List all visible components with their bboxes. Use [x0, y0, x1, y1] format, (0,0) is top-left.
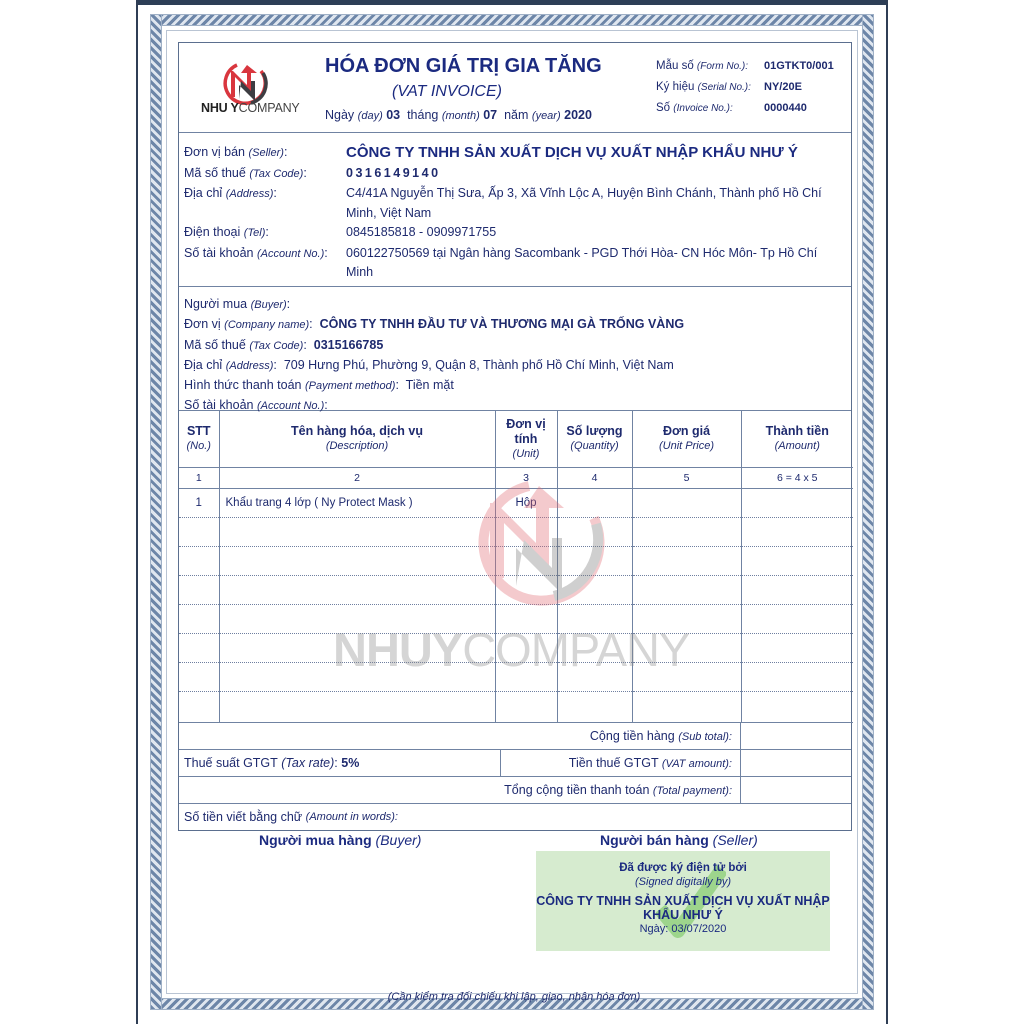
cell-description	[219, 663, 495, 692]
cell-amount	[741, 489, 853, 518]
cell-no	[179, 663, 219, 692]
cell-unit-price	[632, 547, 741, 576]
cell-unit-price	[632, 489, 741, 518]
buyer-section	[179, 287, 851, 411]
cell-description	[219, 547, 495, 576]
cell-quantity	[557, 634, 632, 663]
cell-amount	[741, 518, 853, 547]
cell-unit-price	[632, 663, 741, 692]
index-cell: 5	[632, 468, 741, 489]
decorative-border-top	[150, 14, 874, 26]
decorative-border-right	[862, 14, 874, 1010]
cell-no	[179, 605, 219, 634]
index-cell: 2	[219, 468, 495, 489]
invoice-meta	[656, 56, 834, 119]
items-table	[179, 411, 853, 723]
cell-unit	[495, 663, 557, 692]
index-cell: 6 = 4 x 5	[741, 468, 853, 489]
cell-amount	[741, 576, 853, 605]
buyer-account: Số tài khoản (Account No.):	[184, 398, 328, 413]
cell-no	[179, 518, 219, 547]
table-row	[179, 489, 853, 518]
col-header-amount: Thành tiền (Amount)	[741, 411, 853, 468]
buyer-address: Địa chỉ (Address): 709 Hưng Phú, Phường 9, Quận 8, Thành phố Hồ Chí Minh, Việt Nam	[184, 357, 674, 372]
invoice-title: HÓA ĐƠN GIÁ TRỊ GIA TĂNG	[325, 55, 602, 77]
cell-unit-price	[632, 692, 741, 723]
stamp-signed-label: Đã được ký điện tử bởi	[619, 862, 747, 874]
col-header-unit-price: Đơn giá (Unit Price)	[632, 411, 741, 468]
vat-value	[740, 750, 851, 776]
invoice-page	[136, 0, 888, 1024]
cell-quantity	[557, 605, 632, 634]
cell-amount	[741, 663, 853, 692]
serial-no: Ký hiệu (Serial No.): NY/20E	[656, 81, 802, 93]
vat-row: Thuế suất GTGT (Tax rate) : 5% Tiền thuế GTGT (VAT amount):	[179, 750, 851, 777]
cell-no	[179, 576, 219, 605]
cell-unit	[495, 634, 557, 663]
table-row	[179, 576, 853, 605]
cell-unit	[495, 518, 557, 547]
stamp-company: CÔNG TY TNHH SẢN XUẤT DỊCH VỤ XUẤT NHẬP KHẨU NHƯ Ý	[536, 894, 830, 922]
cell-description	[219, 605, 495, 634]
table-row	[179, 692, 853, 723]
buyer-tax-code: Mã số thuế (Tax Code): 0315166785	[184, 337, 384, 352]
cell-quantity	[557, 547, 632, 576]
col-header-unit: Đơn vị tính (Unit)	[495, 411, 557, 468]
seller-tax-code: Mã số thuế (Tax Code): 0316149140	[184, 165, 441, 180]
invoice-no: Số (Invoice No.): 0000440	[656, 102, 807, 114]
cell-unit: Hộp	[495, 489, 557, 518]
cell-quantity	[557, 663, 632, 692]
watermark-text: NHUYCOMPANY	[333, 623, 690, 676]
cell-unit-price	[632, 605, 741, 634]
buyer-payment-method: Hình thức thanh toán (Payment method): Tiền mặt	[184, 378, 454, 393]
cell-unit-price	[632, 576, 741, 605]
footer-note: (Cần kiểm tra đối chiếu khi lập, giao, nhận hóa đơn)	[387, 991, 641, 1003]
cell-quantity	[557, 692, 632, 723]
cell-no	[179, 634, 219, 663]
cell-description	[219, 692, 495, 723]
cell-quantity	[557, 489, 632, 518]
cell-amount	[741, 634, 853, 663]
tax-rate: Thuế suất GTGT (Tax rate) : 5%	[179, 750, 501, 776]
buyer-signature-label: Người mua hàng (Buyer)	[259, 832, 422, 848]
invoice-header	[179, 43, 851, 133]
cell-no: 1	[179, 489, 219, 518]
cell-amount	[741, 605, 853, 634]
seller-name: Đơn vị bán (Seller): CÔNG TY TNHH SẢN XUẤT DỊCH VỤ XUẤT NHẬP KHẨU NHƯ Ý	[184, 144, 798, 161]
index-cell: 3	[495, 468, 557, 489]
cell-unit	[495, 692, 557, 723]
col-header-no: STT (No.)	[179, 411, 219, 468]
col-header-quantity: Số lượng (Quantity)	[557, 411, 632, 468]
invoice-subtitle: (VAT INVOICE)	[392, 83, 502, 100]
page-top-bar	[138, 0, 886, 5]
seller-tel: Điện thoại (Tel): 0845185818 - 0909971755	[184, 225, 497, 239]
cell-quantity	[557, 518, 632, 547]
digital-signature-stamp	[536, 851, 830, 951]
stamp-signed-label-en: (Signed digitally by)	[635, 876, 731, 888]
col-header-description: Tên hàng hóa, dịch vụ (Description)	[219, 411, 495, 468]
index-cell: 4	[557, 468, 632, 489]
cell-description	[219, 518, 495, 547]
cell-description	[219, 634, 495, 663]
invoice-box	[178, 42, 852, 831]
cell-no	[179, 692, 219, 723]
cell-amount	[741, 692, 853, 723]
stamp-date: Ngày: 03/07/2020	[639, 923, 727, 935]
table-row	[179, 547, 853, 576]
buyer-company: Đơn vị (Company name): CÔNG TY TNHH ĐẦU TƯ VÀ THƯƠNG MẠI GÀ TRỐNG VÀNG	[184, 317, 685, 332]
invoice-date: Ngày (day) 03 tháng (month) 07 năm (year) 2020	[325, 108, 592, 122]
column-index-row	[179, 468, 853, 489]
cell-description: Khẩu trang 4 lớp ( Ny Protect Mask )	[219, 489, 495, 518]
table-row	[179, 605, 853, 634]
subtotal-row: Cộng tiền hàng (Sub total):	[179, 723, 851, 750]
table-row	[179, 663, 853, 692]
seller-address: Địa chỉ (Address): C4/41A Nguyễn Thị Sưa, Ấp 3, Xã Vĩnh Lộc A, Huyện Bình Chánh, Thành phố Hồ Chí Minh, Việt Nam	[184, 186, 822, 220]
cell-unit	[495, 576, 557, 605]
seller-section	[179, 133, 851, 287]
totals-section	[179, 723, 851, 830]
buyer-name: Người mua (Buyer):	[184, 297, 291, 311]
total-value	[740, 777, 851, 803]
table-row	[179, 634, 853, 663]
table-row	[179, 518, 853, 547]
cell-amount	[741, 547, 853, 576]
cell-description	[219, 576, 495, 605]
form-no: Mẫu số (Form No.): 01GTKT0/001	[656, 60, 834, 72]
cell-unit-price	[632, 634, 741, 663]
cell-quantity	[557, 576, 632, 605]
cell-unit	[495, 547, 557, 576]
index-cell: 1	[179, 468, 219, 489]
subtotal-value	[740, 723, 851, 749]
company-logo-text: NHU YCOMPANY	[201, 101, 300, 115]
decorative-border-left	[150, 14, 162, 1010]
total-row: Tổng cộng tiền thanh toán (Total payment):	[179, 777, 851, 804]
cell-no	[179, 547, 219, 576]
seller-account: Số tài khoản (Account No.): 060122750569 tại Ngân hàng Sacombank - PGD Thới Hòa- CN Hóc Môn- Tp Hồ Chí Minh	[184, 245, 818, 279]
items-header-row	[179, 411, 853, 468]
cell-unit	[495, 605, 557, 634]
seller-signature-label: Người bán hàng (Seller)	[600, 832, 758, 848]
amount-in-words: Số tiền viết bằng chữ (Amount in words):	[184, 810, 398, 824]
cell-unit-price	[632, 518, 741, 547]
